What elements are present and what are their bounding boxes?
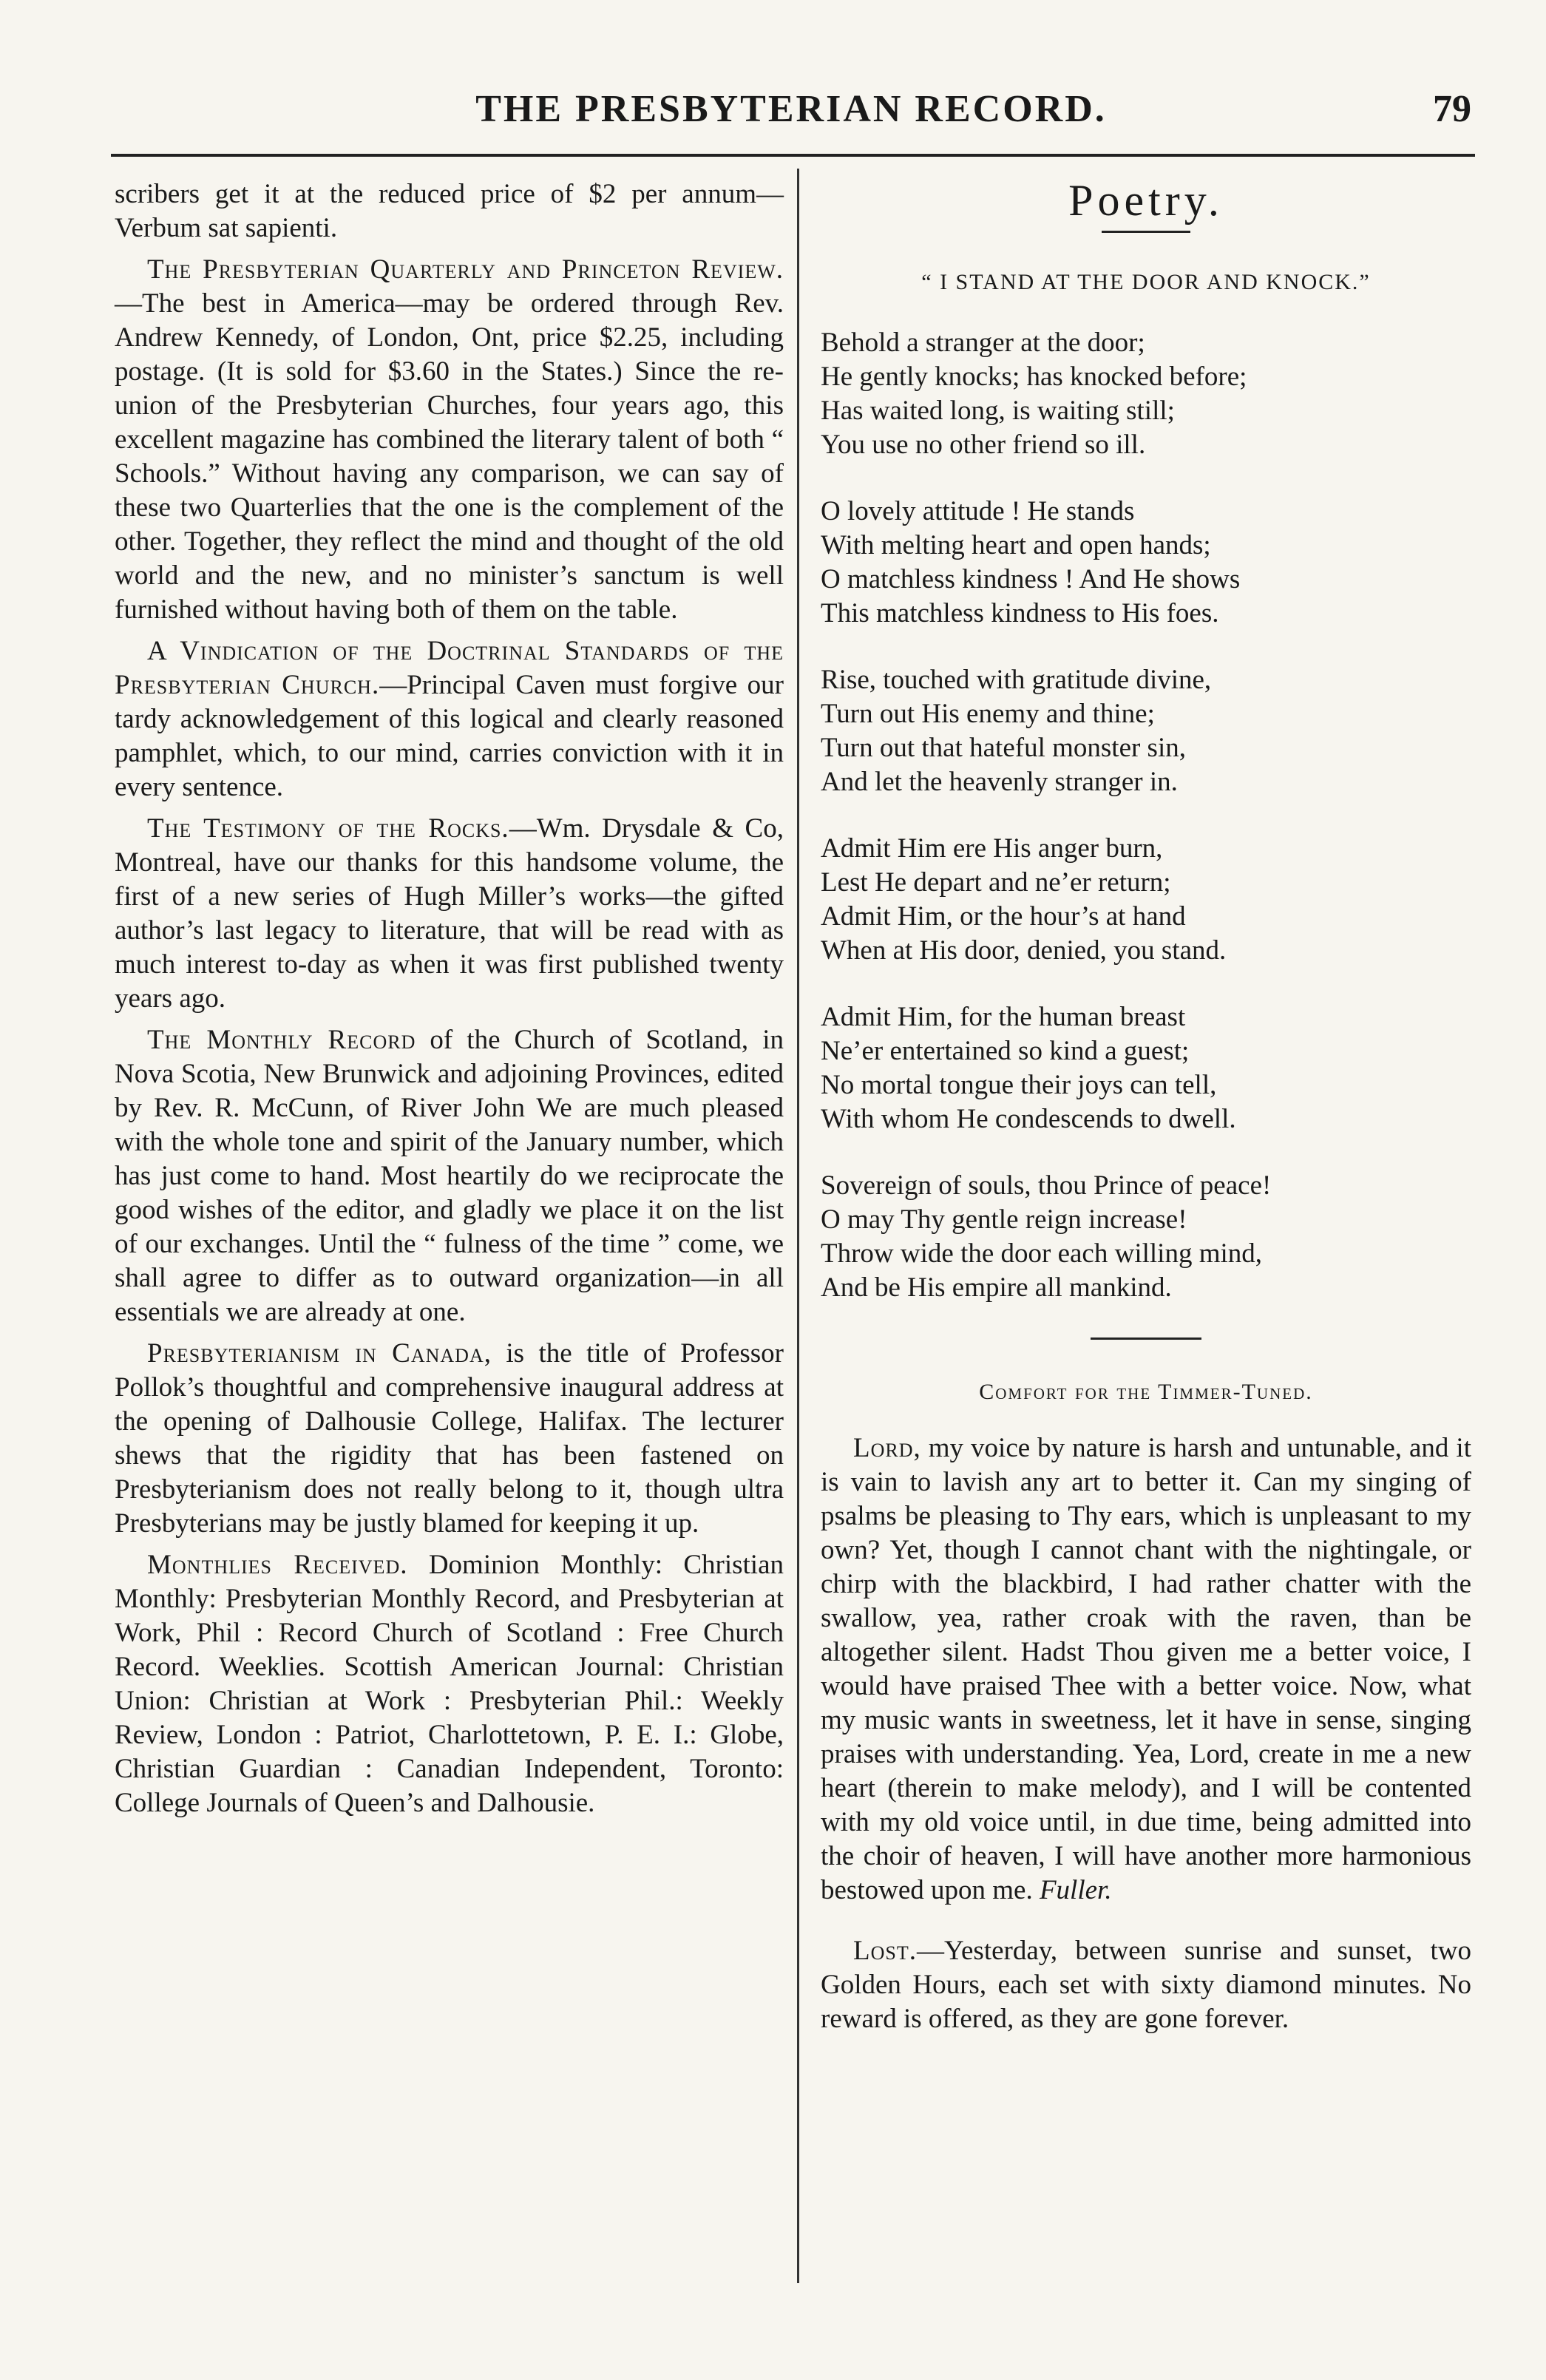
review-text: of the Church of Scotland, in Nova Scotia, New Brunwick and adjoining Provinces, edited by Rev. R. McCunn, of River John We are much pleased with the whole tone and spirit of the January number, which has just come to hand. Most heartily do we reciprocate the good wishes of the editor, and gladly we place it on the list of our exchanges. Until the “ fulness of the time ” come, we shall agree to differ as to outward organization—in all essentials we are already at one. bbox=[115, 1025, 784, 1327]
review-testimony-rocks bbox=[115, 812, 784, 1016]
short-rule bbox=[1102, 231, 1190, 233]
review-text: —Wm. Drysdale & Co, Montreal, have our thanks for this handsome volume, the first of a new series of Hugh Miller’s works—the gifted author’s last legacy to literature, that will be read with as much interest to-day as when it was first published twenty years ago. bbox=[115, 813, 784, 1014]
poem-line: Turn out that hateful monster sin, bbox=[821, 733, 1186, 763]
poem-line: And let the heavenly stranger in. bbox=[821, 767, 1178, 797]
poem-line: Rise, touched with gratitude divine, bbox=[821, 665, 1212, 695]
poem-line: When at His door, denied, you stand. bbox=[821, 935, 1227, 966]
stanza bbox=[821, 1000, 1471, 1136]
review-heading: The Presbyterian Quarterly and Princeton Review. bbox=[147, 254, 784, 285]
poem-line: Sovereign of souls, thou Prince of peace! bbox=[821, 1170, 1272, 1201]
left-column bbox=[115, 177, 784, 1828]
poem-line: With whom He condescends to dwell. bbox=[821, 1104, 1236, 1134]
comfort-text: my voice by nature is harsh and untunable, and it is vain to lavish any art to better it. Can my singing of psalms be pleasing to Thy ears, which is unpleasant to my own? Yet, though I cannot chant with the nightingale, or chirp with the blackbird, I had rather chatter with the swallow, yea, rather croak with the raven, than be altogether silent. Hadst Thou given me a better voice, I would have praised Thee with a better voice. Now, what my music wants in sweetness, let it have in sense, singing praises with understanding. Yea, Lord, create in me a new heart (therein to make melody), and I will be contented with my old voice until, in due time, being admitted into the choir of heaven, I will have another more harmonious bestowed upon me. bbox=[821, 1433, 1471, 1905]
review-text: is the title of Professor Pollok’s thoughtful and comprehensive inaugural address at the opening of Dalhousie College, Halifax. The lecturer shews that the rigidity that has been fastened on Presbyterianism does not really belong to it, though ultra Presbyterians may be justly blamed for keeping it up. bbox=[115, 1338, 784, 1539]
poem-line: And be His empire all mankind. bbox=[821, 1272, 1172, 1303]
stanza bbox=[821, 495, 1471, 631]
section-heading-poetry: Poetry. bbox=[1068, 176, 1224, 225]
continued-paragraph: scribers get it at the reduced price of $2 per annum—Verbum sat sapienti. bbox=[115, 179, 784, 243]
poem-line: Lest He depart and ne’er return; bbox=[821, 867, 1171, 898]
review-text: —Principal Caven must forgive our tardy acknowledgement of this logical and clearly reasoned pamphlet, which, to our mind, carries conviction with it in every sentence. bbox=[115, 670, 784, 802]
column-divider bbox=[797, 169, 799, 2283]
review-presbyterianism-canada bbox=[115, 1337, 784, 1541]
review-monthly-record bbox=[115, 1023, 784, 1329]
comfort-paragraph bbox=[821, 1431, 1471, 1908]
right-column bbox=[821, 177, 1471, 2044]
poem-line: Ne’er entertained so kind a guest; bbox=[821, 1036, 1190, 1066]
review-heading: Monthlies Received. bbox=[147, 1550, 408, 1580]
review-heading: A Vindication of the Doctrinal Standards of the Presbyterian Church. bbox=[115, 636, 784, 700]
page-number: 79 bbox=[1433, 88, 1471, 130]
page-header bbox=[111, 87, 1471, 139]
poem-line: Throw wide the door each willing mind, bbox=[821, 1238, 1263, 1269]
poem-line: Admit Him, for the human breast bbox=[821, 1002, 1186, 1032]
poem-line: O may Thy gentle reign increase! bbox=[821, 1204, 1187, 1235]
stanza bbox=[821, 663, 1471, 799]
review-vindication bbox=[115, 634, 784, 804]
section-rule bbox=[1091, 1338, 1201, 1340]
comfort-title: Comfort for the Timmer-Tuned. bbox=[979, 1380, 1313, 1404]
monthlies-received bbox=[115, 1548, 784, 1820]
lost-lead: Lost. bbox=[853, 1936, 917, 1966]
stanza bbox=[821, 832, 1471, 968]
poem-line: Admit Him, or the hour’s at hand bbox=[821, 901, 1186, 932]
poem-line: Behold a stranger at the door; bbox=[821, 328, 1145, 358]
stanza bbox=[821, 326, 1471, 462]
poem-line: No mortal tongue their joys can tell, bbox=[821, 1070, 1217, 1100]
review-presbyterian-quarterly bbox=[115, 253, 784, 627]
poem-line: O lovely attitude ! He stands bbox=[821, 496, 1135, 526]
comfort-lead: Lord, bbox=[853, 1433, 921, 1463]
poem-line: You use no other friend so ill. bbox=[821, 430, 1146, 460]
poem-line: O matchless kindness ! And He shows bbox=[821, 564, 1241, 594]
review-heading: The Monthly Record bbox=[147, 1025, 416, 1055]
poem-line: Has waited long, is waiting still; bbox=[821, 396, 1175, 426]
poem-line: Admit Him ere His anger burn, bbox=[821, 833, 1163, 864]
poem-line: This matchless kindness to His foes. bbox=[821, 598, 1219, 628]
review-heading: Presbyterianism in Canada, bbox=[147, 1338, 492, 1369]
stanza bbox=[821, 1169, 1471, 1305]
header-rule bbox=[111, 154, 1475, 157]
lost-paragraph bbox=[821, 1934, 1471, 2036]
running-title: THE PRESBYTERIAN RECORD. bbox=[475, 88, 1107, 130]
review-heading: The Testimony of the Rocks. bbox=[147, 813, 509, 844]
review-text: Dominion Monthly: Christian Monthly: Presbyterian Monthly Record, and Presbyterian at Work, Phil : Record Church of Scotland : Free Church Record. Weeklies. Scottish American Journal: Christian Union: Christian at Work : Presbyterian Phil.: Weekly Review, London : Patriot, Charlottetown, P. E. I.: Globe, Christian Guardian : Canadian Independent, Toronto: College Journals of Queen’s and Dalhousie. bbox=[115, 1550, 784, 1818]
poem-line: With melting heart and open hands; bbox=[821, 530, 1211, 560]
poem-title: “ I STAND AT THE DOOR AND KNOCK.” bbox=[921, 270, 1371, 294]
comfort-author: Fuller. bbox=[1039, 1875, 1112, 1905]
lost-text: —Yesterday, between sunrise and sunset, two Golden Hours, each set with sixty diamond minutes. No reward is offered, as they are gone forever. bbox=[821, 1936, 1471, 2034]
poem-line: Turn out His enemy and thine; bbox=[821, 699, 1155, 729]
poem-line: He gently knocks; has knocked before; bbox=[821, 362, 1247, 392]
review-text: —The best in America—may be ordered through Rev. Andrew Kennedy, of London, Ont, price $2.25, including postage. (It is sold for $3.60 in the States.) Since the re-union of the Presbyterian Churches, four years ago, this excellent magazine has combined the literary talent of both “ Schools.” Without having any comparison, we can say of these two Quarterlies that the one is the complement of the other. Together, they reflect the mind and thought of the old world and the new, and no minister’s sanctum is well furnished without having both of them on the table. bbox=[115, 288, 784, 625]
